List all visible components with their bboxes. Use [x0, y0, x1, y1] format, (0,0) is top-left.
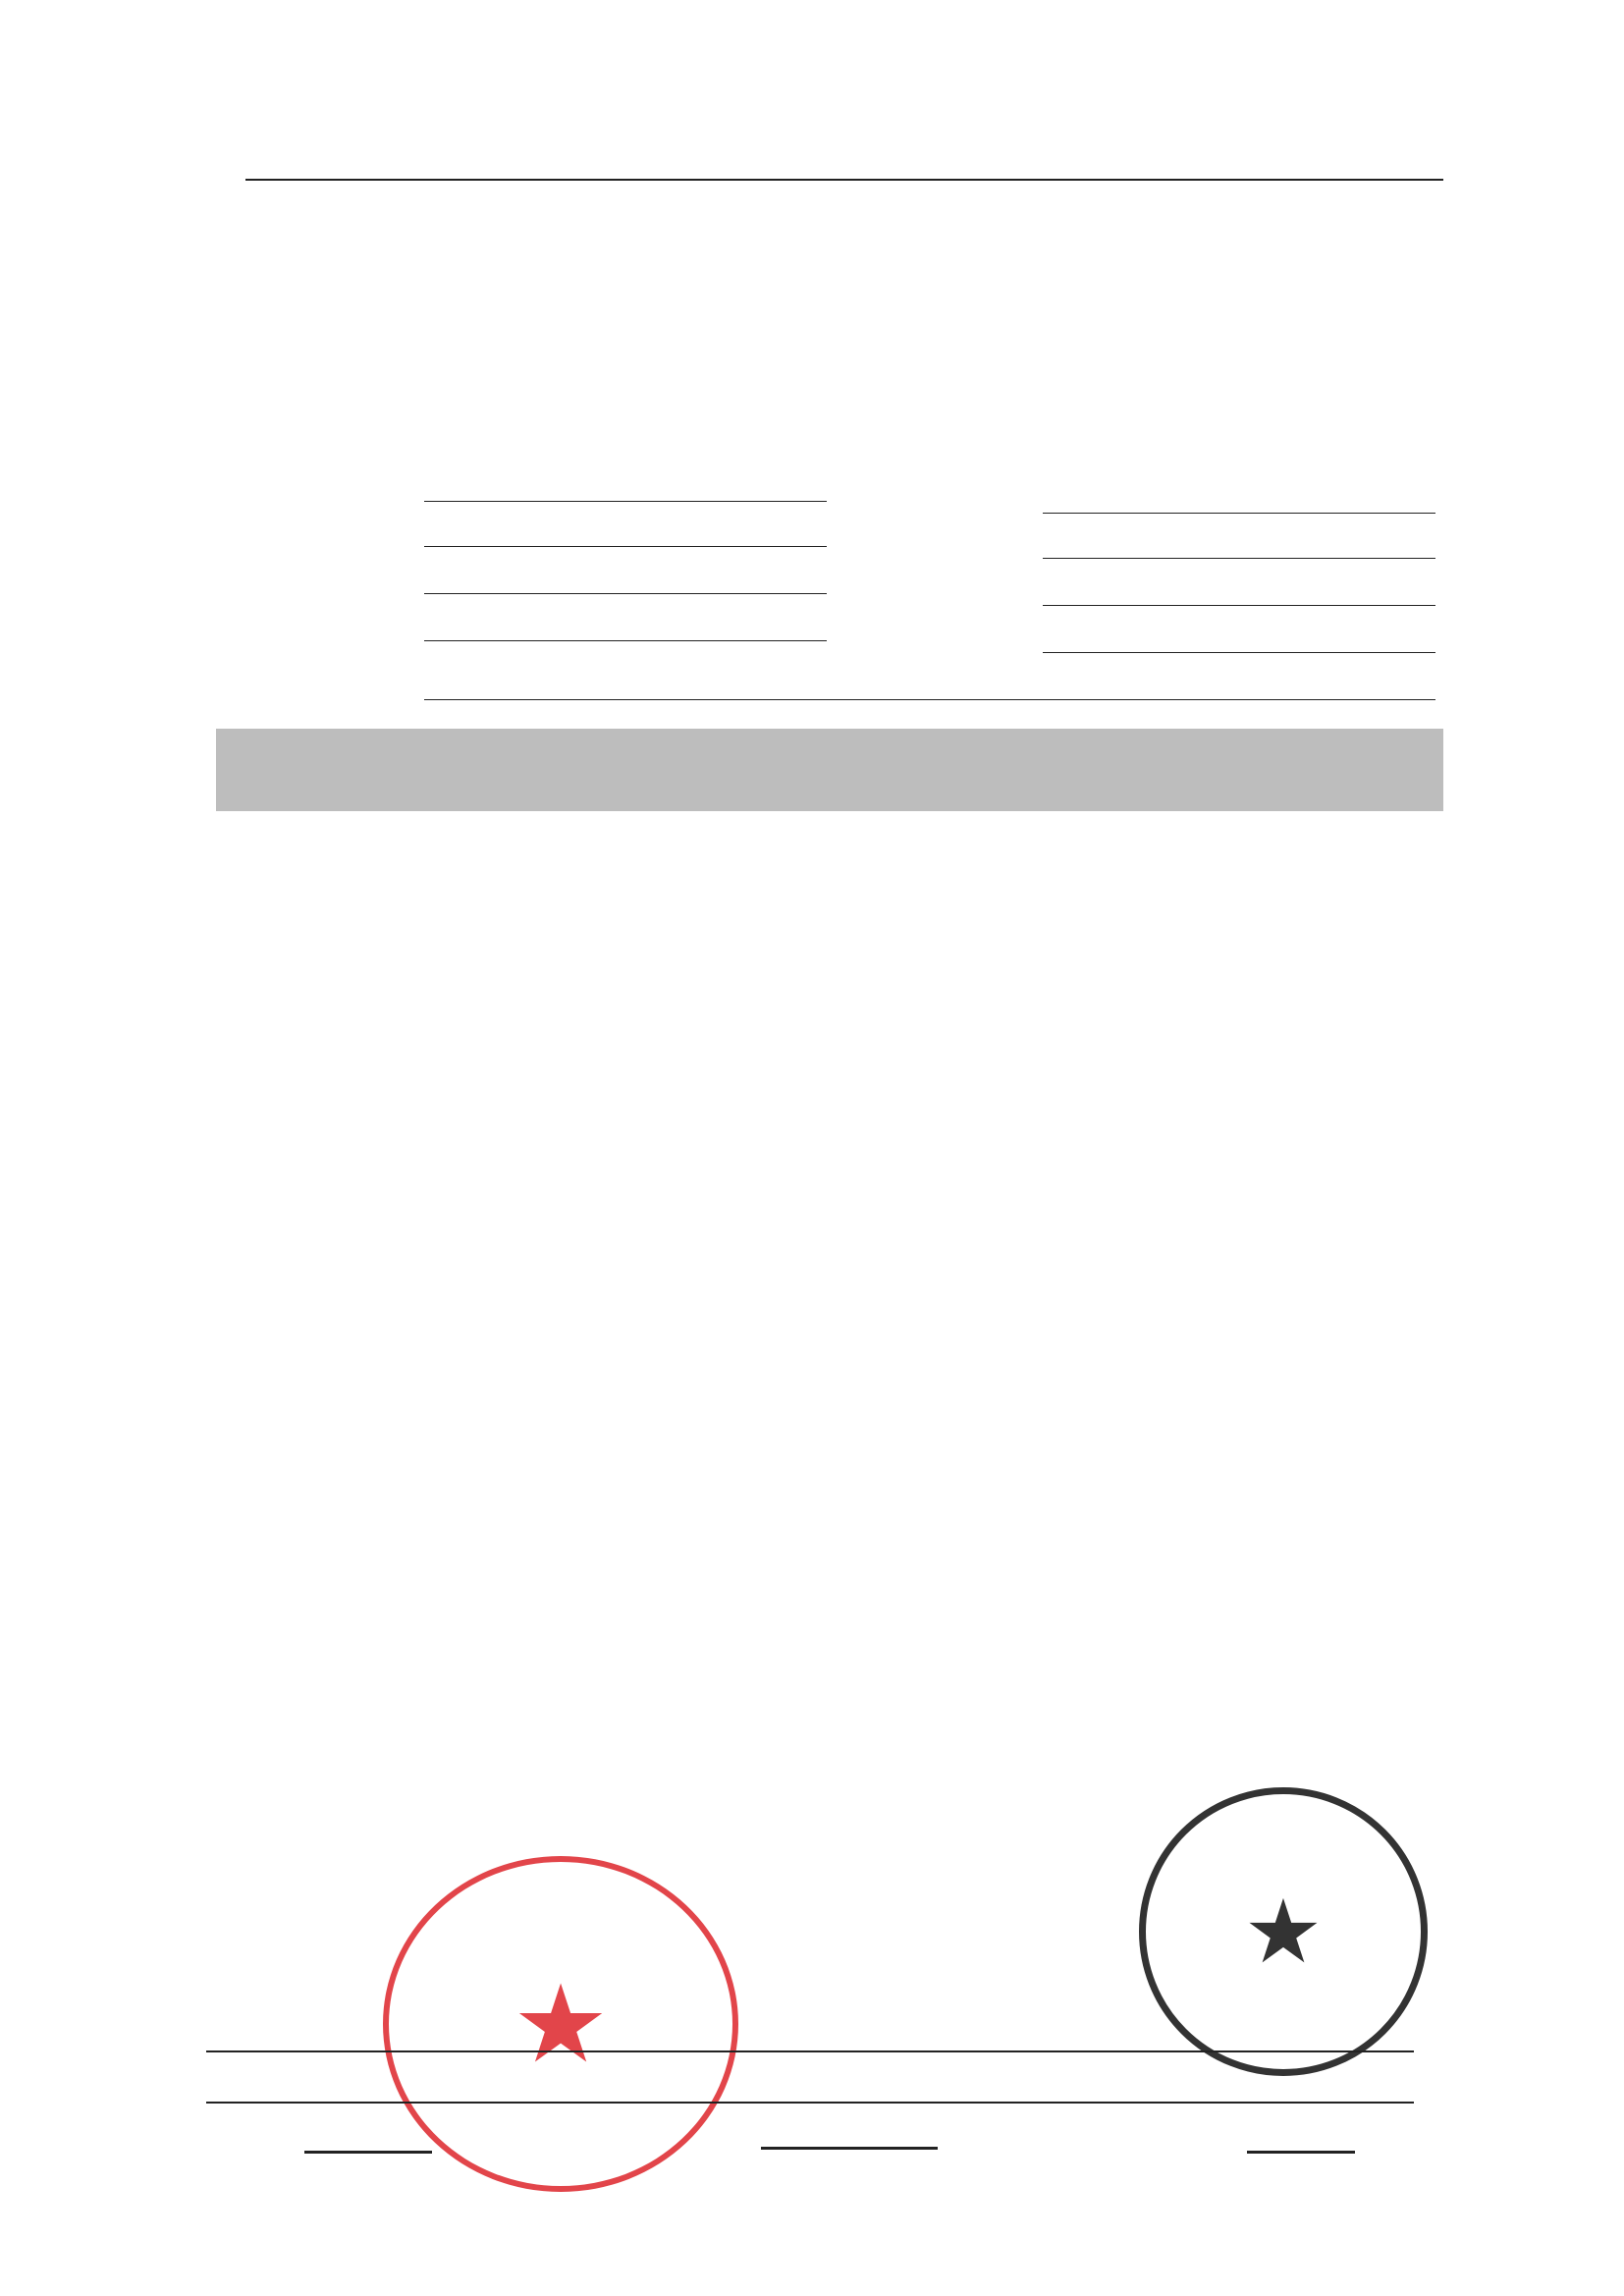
- info-underline: [424, 593, 827, 594]
- table-header-band: [216, 729, 1443, 811]
- inspector-signature: [304, 2111, 432, 2154]
- table-row: [0, 1318, 1624, 1381]
- info-underline: [1043, 513, 1435, 514]
- info-underline: [424, 501, 827, 502]
- table-row: [0, 815, 1624, 878]
- reviewer-signature: [761, 2107, 938, 2150]
- company-seal-right: [1139, 1787, 1428, 2076]
- company-seal-left: [383, 1856, 738, 2192]
- table-row: [0, 1192, 1624, 1255]
- star-icon: ★: [512, 1961, 610, 2087]
- info-underline: [1043, 558, 1435, 559]
- info-underline: [1043, 605, 1435, 606]
- table-row: [0, 1381, 1624, 1444]
- table-row: [0, 1004, 1624, 1066]
- info-underline: [1043, 652, 1435, 653]
- footer-rule-top: [206, 2050, 1414, 2052]
- table-row: [0, 1255, 1624, 1318]
- table-row: [0, 1129, 1624, 1192]
- info-underline: [424, 640, 827, 641]
- header-rule: [245, 179, 1443, 181]
- table-row: [0, 1066, 1624, 1129]
- approver-signature: [1247, 2111, 1355, 2154]
- info-underline: [424, 546, 827, 547]
- table-row: [0, 878, 1624, 941]
- table-row: [0, 941, 1624, 1004]
- footer-rule-bottom: [206, 2102, 1414, 2104]
- star-icon: ★: [1243, 1880, 1324, 1984]
- info-underline: [424, 699, 1435, 700]
